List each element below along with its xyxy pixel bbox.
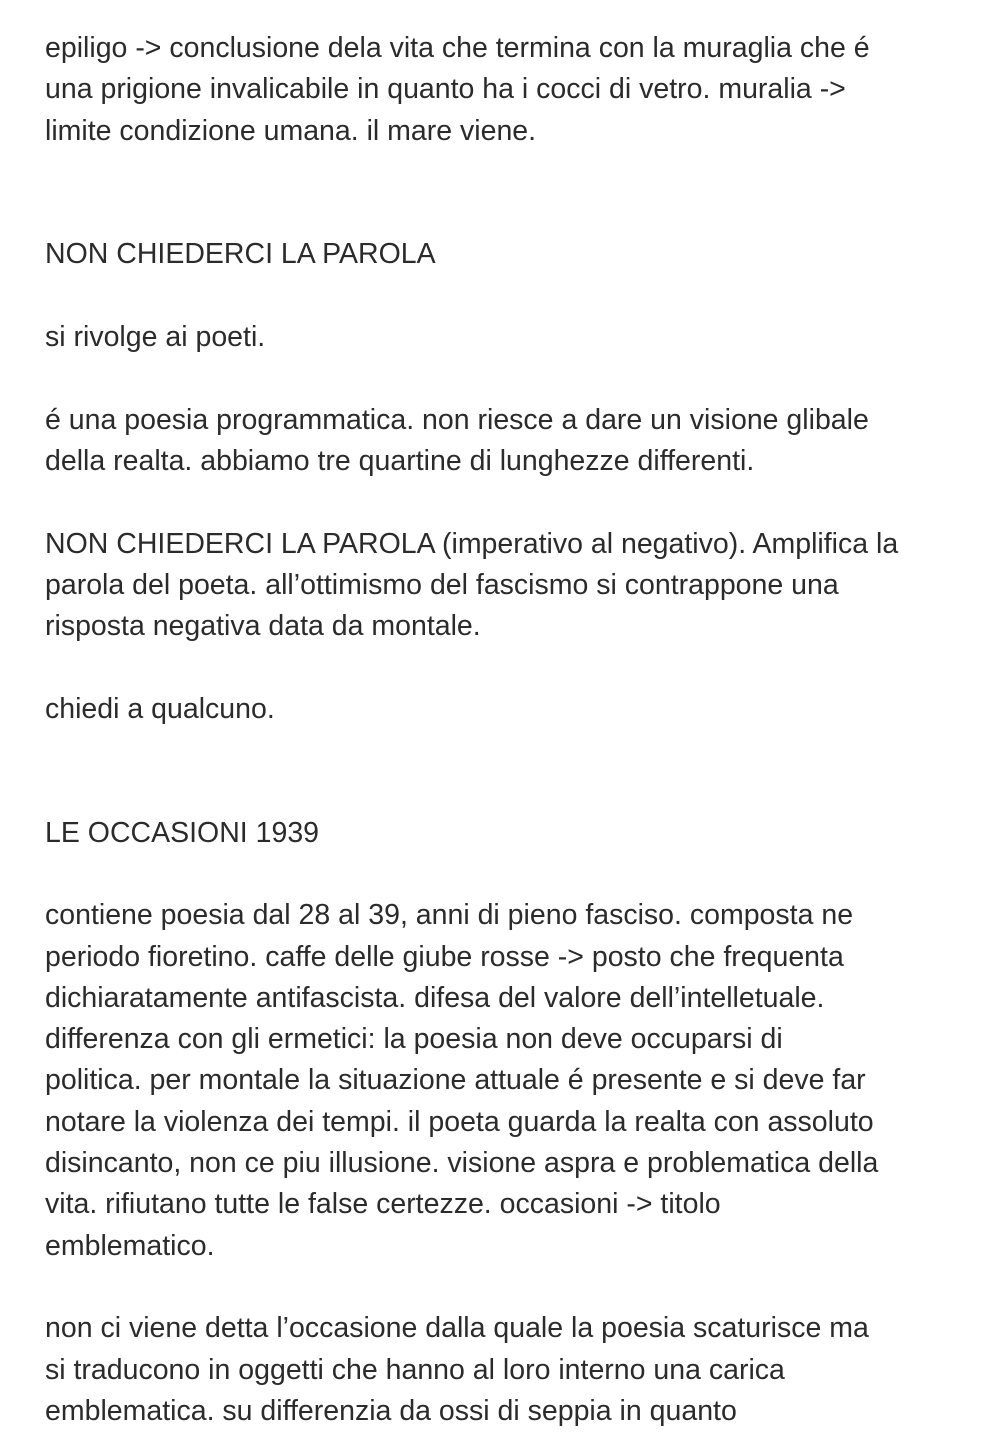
spacer (45, 358, 955, 399)
note-body (45, 28, 955, 1432)
spacer (45, 152, 955, 235)
spacer (45, 276, 955, 317)
spacer (45, 854, 955, 895)
paragraph-occasione: non ci viene detta l’occasione dalla quale la poesia scaturisce ma si traducono in oggetti che hanno al loro interno una carica emblematica. su differenzia da ossi di seppia in quanto (45, 1312, 869, 1427)
paragraph-epilogo: epiligo -> conclusione dela vita che termina con la muraglia che é una prigione invalicabile in quanto ha i cocci di vetro. muralia -> limite condizione umana. il mare viene. (45, 32, 870, 147)
section-heading-non-chiederci: NON CHIEDERCI LA PAROLA (45, 238, 436, 271)
spacer (45, 647, 955, 688)
paragraph-programmatica: é una poesia programmatica. non riesce a dare un visione glibale della realta. abbiamo tre quartine di lunghezze differenti. (45, 403, 869, 477)
paragraph-imperativo: NON CHIEDERCI LA PAROLA (imperativo al negativo). Amplifica la parola del poeta. all’ottimismo del fascismo si contrappone una risposta negativa data da montale. (45, 527, 899, 643)
spacer (45, 482, 955, 523)
spacer (45, 1267, 955, 1308)
paragraph-contiene: contiene poesia dal 28 al 39, anni di pieno fasciso. composta ne periodo fioretino. caffe delle giube rosse -> posto che frequenta dichiaratamente antifascista. difesa del valore dell’intelletuale. differenza con gli ermetici: la poesia non deve occuparsi di politica. per montale la situazione attuale é presente e si deve far notare la violenza dei tempi. il poeta guarda la realta con assoluto disincanto, non ce piu illusione. visione aspra e problematica della vita. rifiutano tutte le false certezze. occasioni -> titolo emblematico. (45, 899, 879, 1262)
section-heading-occasioni: LE OCCASIONI 1939 (45, 816, 320, 849)
spacer (45, 730, 955, 813)
paragraph-poeti: si rivolge ai poeti. (45, 321, 266, 354)
paragraph-chiedi: chiedi a qualcuno. (45, 692, 275, 725)
